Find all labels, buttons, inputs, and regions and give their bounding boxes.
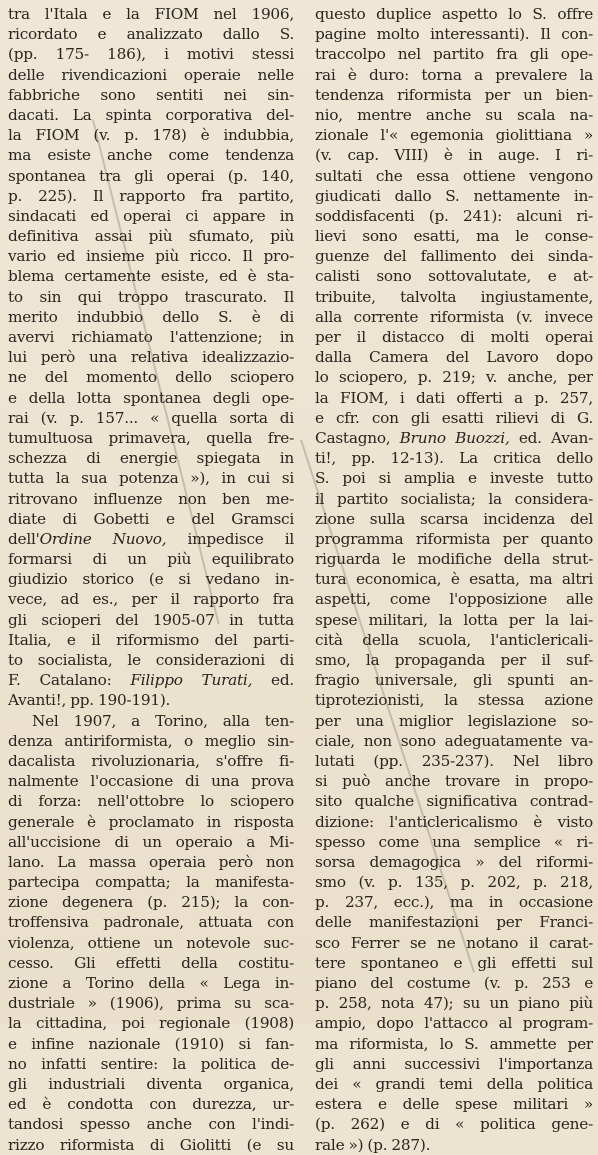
text-line: si può anche trovare in propo- [315, 772, 593, 791]
text-line: p. 225). Il rapporto fra partito, [8, 186, 294, 205]
text-line: (p. 262) e di « politica gene- [315, 1115, 593, 1134]
text-line: riguarda le modifiche della strut- [315, 550, 593, 569]
text-line: sco Ferrer se ne notano il carat- [315, 933, 593, 952]
text-line: merito indubbio dello S. è di [8, 307, 294, 326]
text-line: avervi richiamato l'attenzione; in [8, 328, 294, 346]
text-line: alla corrente riformista (v. invece [315, 307, 593, 326]
text-line: no infatti sentire: la politica de- [8, 1054, 294, 1073]
text-line: cità della scuola, l'anticlericali- [315, 630, 593, 649]
text-line: tendenza riformista per un bien- [315, 85, 593, 104]
text-line: Italia, e il riformismo del parti- [8, 630, 294, 649]
text-line: dalla Camera del Lavoro dopo [315, 348, 593, 367]
text-line: dizione: l'anticlericalismo è visto [315, 812, 593, 831]
text-line: spese militari, la lotta per la lai- [315, 610, 593, 629]
text-line: ne del momento dello sciopero [8, 368, 294, 387]
text-line: rai è duro: torna a prevalere la [315, 65, 593, 84]
text-line: to socialista, le considerazioni di [8, 651, 294, 669]
text-line: dustriale » (1906), prima su sca- [8, 994, 294, 1013]
text-line: tere spontaneo e gli effetti sul [315, 953, 593, 972]
text-line: lano. La massa operaia però non [8, 852, 294, 871]
text-line: delle manifestazioni per Franci- [315, 913, 593, 932]
text-line: S. poi si amplia e investe tutto [315, 469, 593, 488]
text-line: dacalista rivoluzionaria, s'offre fi- [8, 751, 294, 770]
text-line: (v. cap. VIII) è in auge. I ri- [315, 146, 593, 165]
text-line: zione a Torino della « Lega in- [8, 974, 294, 992]
text-line: di forza: nell'ottobre lo sciopero [8, 792, 294, 811]
text-line: rai (v. p. 157... « quella sorta di [8, 408, 294, 427]
text-line: la FIOM (v. p. 178) è indubbia, [8, 126, 294, 145]
text-line: programma riformista per quanto [315, 529, 593, 548]
text-line: dell'Ordine Nuovo, impedisce il [8, 529, 294, 548]
text-line: generale è proclamato in risposta [8, 812, 294, 831]
text-line: Avanti!, pp. 190-191). [8, 691, 171, 710]
text-line: ti!, pp. 12-13). La critica dello [315, 449, 593, 468]
text-line: ricordato e analizzato dallo S. [8, 25, 294, 44]
text-line: spontanea tra gli operai (p. 140, [8, 166, 294, 185]
text-line: p. 237, ecc.), ma in occasione [315, 893, 593, 912]
text-line: formarsi di un più equilibrato [8, 550, 294, 569]
text-line: sultati che essa ottiene vengono [315, 166, 593, 185]
text-line: to sin qui troppo trascurato. Il [8, 287, 294, 306]
text-line: smo (v. p. 135, p. 202, p. 218, [315, 873, 593, 892]
text-line: rale ») (p. 287). [315, 1135, 431, 1154]
text-line: vario ed insieme più ricco. Il pro- [8, 247, 294, 266]
text-line: Castagno, Bruno Buozzi, ed. Avan- [315, 428, 593, 447]
text-line: dei « grandi temi della politica [315, 1074, 593, 1093]
text-line: F. Catalano: Filippo Turati, ed. [8, 671, 294, 690]
text-line: fragio universale, gli spunti an- [315, 671, 593, 690]
text-line: sorsa demagogica » del riformi- [315, 852, 593, 871]
text-line: zionale l'« egemonia giolittiana » [315, 126, 593, 145]
text-line: e della lotta spontanea degli ope- [8, 388, 294, 407]
text-line: questo duplice aspetto lo S. offre [315, 5, 593, 23]
text-line: violenza, ottiene un notevole suc- [8, 933, 294, 952]
text-line: denza antiriformista, o meglio sin- [8, 731, 294, 750]
text-line: Nel 1907, a Torino, alla ten- [32, 711, 294, 730]
text-line: fabbriche sono sentiti nei sin- [8, 85, 294, 104]
text-line: dacati. La spinta corporativa del- [8, 105, 294, 124]
text-line: il partito socialista; la considera- [315, 489, 593, 508]
text-line: sito qualche significativa contrad- [315, 792, 593, 811]
text-line: all'uccisione di un operaio a Mi- [8, 832, 294, 851]
text-line: ed è condotta con durezza, ur- [8, 1095, 294, 1114]
text-line: tra l'Itala e la FIOM nel 1906, [8, 5, 294, 23]
text-line: ciale, non sono adeguatamente va- [315, 731, 593, 750]
text-line: e infine nazionale (1910) si fan- [8, 1034, 294, 1053]
text-line: ma riformista, lo S. ammette per [315, 1034, 593, 1053]
text-line: pagine molto interessanti). Il con- [315, 25, 593, 44]
text-line: per una miglior legislazione so- [315, 711, 593, 730]
text-line: blema certamente esiste, ed è sta- [8, 267, 294, 286]
text-line: e cfr. con gli esatti rilievi di G. [315, 408, 593, 427]
text-line: calisti sono sottovalutate, e at- [315, 267, 593, 286]
text-line: troffensiva padronale, attuata con [8, 913, 294, 932]
text-line: vece, ad es., per il rapporto fra [8, 590, 294, 609]
text-line: lo sciopero, p. 219; v. anche, per [315, 368, 593, 387]
text-line: tura economica, è esatta, ma altri [315, 570, 593, 589]
text-line: guenze del fallimento dei sinda- [315, 247, 593, 266]
text-line: tutta la sua potenza »), in cui si [8, 469, 294, 488]
left-column [8, 4, 294, 1155]
text-line: delle rivendicazioni operaie nelle [8, 65, 294, 84]
text-line: tiprotezionisti, la stessa azione [315, 691, 593, 710]
text-line: lievi sono esatti, ma le conse- [315, 227, 593, 246]
text-line: lutati (pp. 235-237). Nel libro [315, 751, 593, 770]
text-line: giudicati dallo S. nettamente in- [315, 186, 593, 205]
text-line: giudizio storico (e si vedano in- [8, 570, 294, 589]
text-line: soddisfacenti (p. 241): alcuni ri- [315, 206, 593, 225]
right-column [315, 4, 593, 1155]
text-line: zione sulla scarsa incidenza del [315, 509, 593, 528]
text-line: ma esiste anche come tendenza [8, 146, 294, 165]
text-line: spesso come una semplice « ri- [315, 832, 593, 851]
text-line: diate di Gobetti e del Gramsci [8, 509, 294, 528]
text-line: rizzo riformista di Giolitti (e su [8, 1135, 294, 1154]
text-line: ritrovano influenze non ben me- [8, 489, 294, 508]
text-line: p. 258, nota 47); su un piano più [315, 994, 593, 1013]
text-line: piano del costume (v. p. 253 e [315, 974, 593, 992]
text-line: zione degenera (p. 215); la con- [8, 893, 294, 912]
text-line: (pp. 175- 186), i motivi stessi [8, 45, 294, 64]
text-line: smo, la propaganda per il suf- [315, 651, 593, 669]
text-line: nio, mentre anche su scala na- [315, 105, 593, 124]
text-line: aspetti, come l'opposizione alle [315, 590, 593, 609]
text-line: schezza di energie spiegata in [8, 449, 294, 468]
text-line: definitiva assai più sfumato, più [8, 227, 294, 246]
text-line: tribuite, talvolta ingiustamente, [315, 287, 593, 306]
text-line: sindacati ed operai ci appare in [8, 206, 294, 225]
text-line: traccolpo nel partito fra gli ope- [315, 45, 593, 64]
text-line: lui però una relativa idealizzazio- [8, 348, 294, 367]
text-line: gli industriali diventa organica, [8, 1074, 294, 1093]
text-line: ampio, dopo l'attacco al program- [315, 1014, 593, 1033]
text-line: cesso. Gli effetti della costitu- [8, 953, 294, 972]
text-line: tumultuosa primavera, quella fre- [8, 428, 294, 447]
text-line: la cittadina, poi regionale (1908) [8, 1014, 294, 1033]
text-line: gli anni successivi l'importanza [315, 1054, 593, 1073]
text-line: partecipa compatta; la manifesta- [8, 873, 294, 892]
text-line: nalmente l'occasione di una prova [8, 772, 294, 791]
text-line: la FIOM, i dati offerti a p. 257, [315, 388, 593, 407]
text-line: per il distacco di molti operai [315, 328, 593, 346]
text-line: estera e delle spese militari » [315, 1095, 593, 1114]
text-line: gli scioperi del 1905-07 in tutta [8, 610, 294, 629]
text-line: tandosi spesso anche con l'indi- [8, 1115, 294, 1134]
